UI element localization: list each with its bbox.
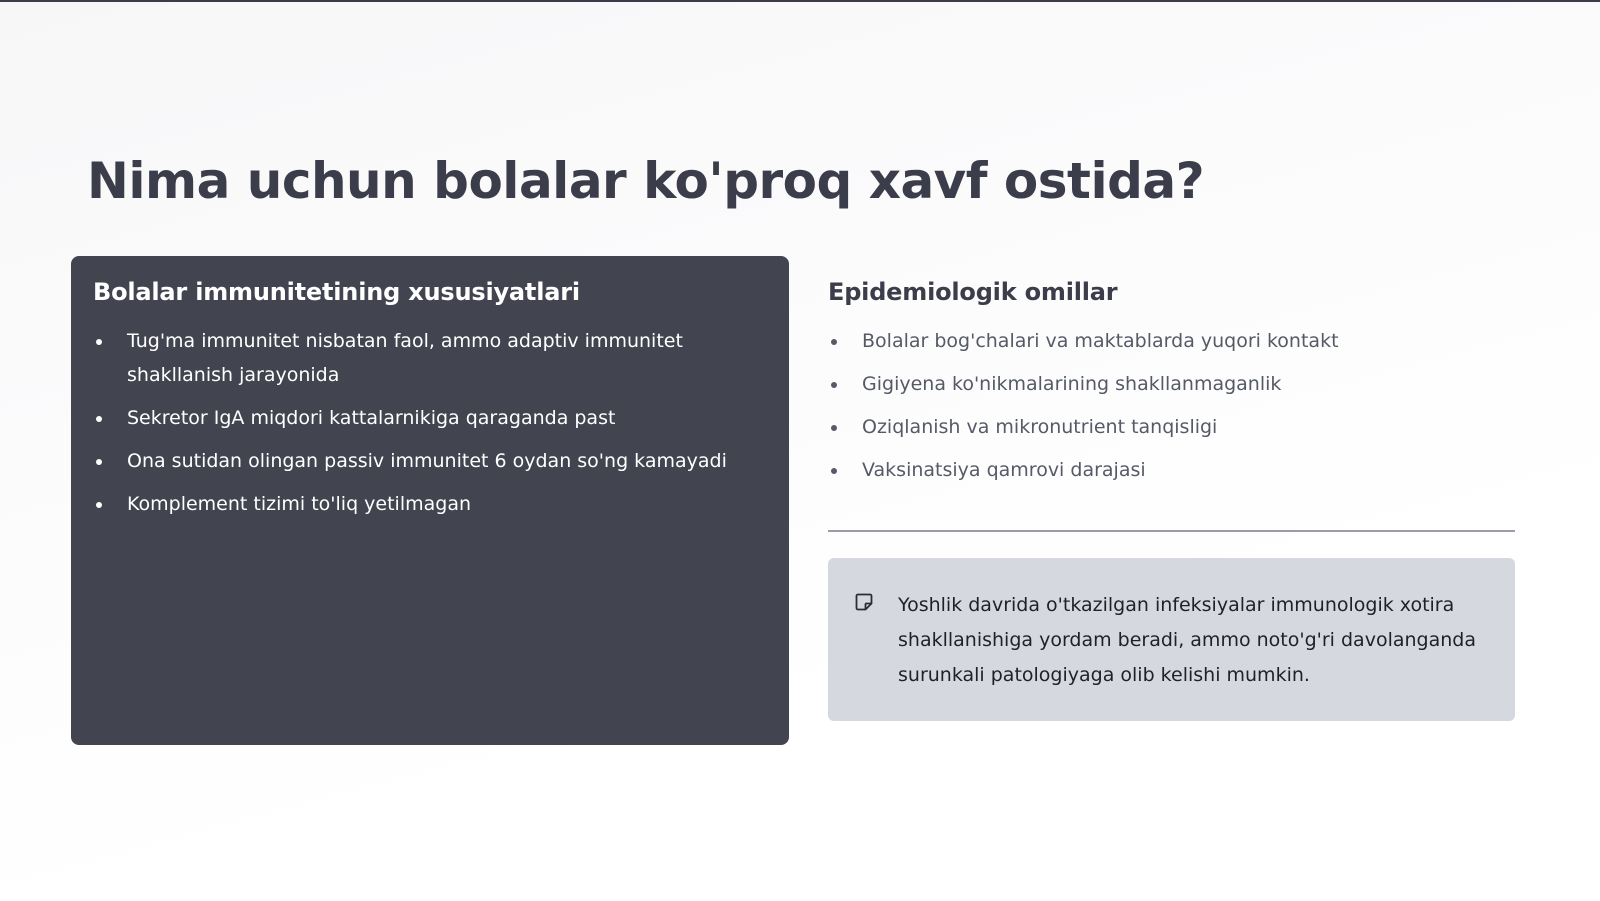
bullet-dot [96,416,102,422]
list-item-text: Ona sutidan olingan passiv immunitet 6 oydan so'ng kamayadi [127,450,727,472]
list-item [93,487,765,521]
note-text: Yoshlik davrida o'tkazilgan infeksiyalar immunologik xotira shakllanishiga yordam beradi, ammo noto'g'ri davolanganda surunkali patologiyaga olib kelishi mumkin. [898,594,1476,686]
list-item-text: Tug'ma immunitet nisbatan faol, ammo adaptiv immunitet shakllanish jarayonida [127,330,683,386]
immunity-features-list [93,324,765,521]
section-divider [828,530,1515,532]
immunity-features-heading: Bolalar immunitetining xususiyatlari [93,278,580,306]
list-item [828,367,1515,401]
bullet-dot [96,339,102,345]
immunity-features-card [71,256,789,745]
list-item-text: Oziqlanish va mikronutrient tanqisligi [862,416,1218,438]
top-rule [0,0,1600,2]
bullet-dot [831,382,837,388]
list-item [828,410,1515,444]
slide-title: Nima uchun bolalar ko'proq xavf ostida? [87,152,1205,210]
bullet-dot [831,339,837,345]
epidemiological-factors-section [828,256,1515,496]
list-item [93,324,765,392]
list-item-text: Vaksinatsiya qamrovi darajasi [862,459,1146,481]
note-callout [828,558,1515,721]
list-item [828,324,1515,358]
epidemiological-factors-heading: Epidemiologik omillar [828,278,1118,306]
list-item [93,401,765,435]
list-item-text: Gigiyena ko'nikmalarining shakllanmaganlik [862,373,1282,395]
bullet-dot [96,502,102,508]
bullet-dot [831,468,837,474]
list-item-text: Sekretor IgA miqdori kattalarnikiga qaraganda past [127,407,616,429]
list-item [93,444,765,478]
bullet-dot [831,425,837,431]
list-item-text: Bolalar bog'chalari va maktablarda yuqori kontakt [862,330,1339,352]
sticky-note-icon [854,592,874,612]
list-item [828,453,1515,487]
bullet-dot [96,459,102,465]
list-item-text: Komplement tizimi to'liq yetilmagan [127,493,472,515]
epidemiological-factors-list [828,324,1515,487]
